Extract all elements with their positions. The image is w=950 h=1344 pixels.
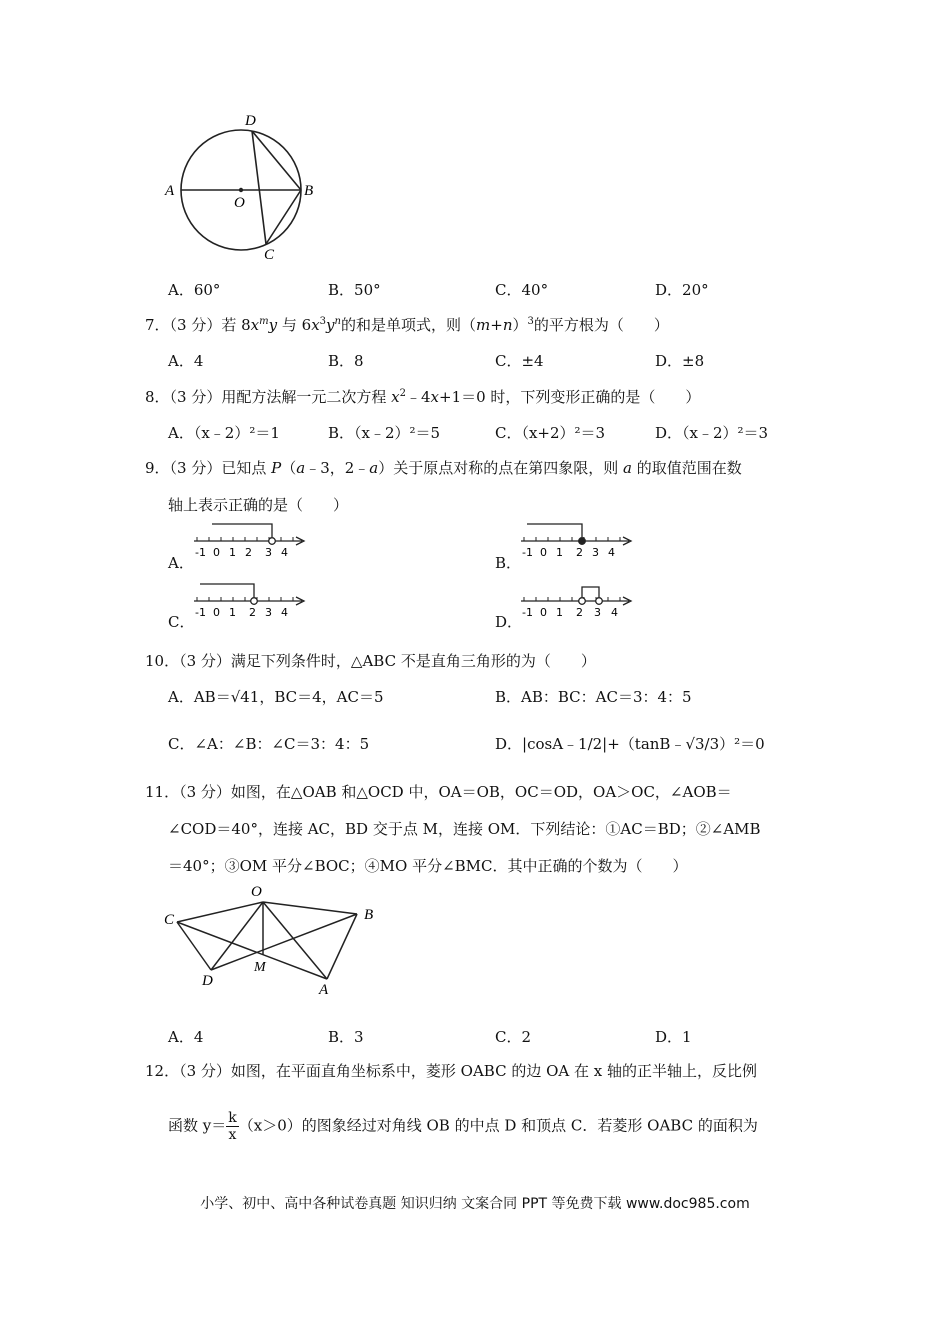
q11-option-d: D．1 [655, 1028, 692, 1046]
q12-line2-a: 函数 y＝ [168, 1116, 227, 1135]
tick-label: 4 [608, 546, 615, 559]
tick-label: 2 [576, 606, 583, 619]
tick-label: 3 [265, 546, 272, 559]
label-a: A [319, 982, 329, 998]
q7-text-b: 与 6 [281, 316, 312, 334]
q9-numberline-a [192, 520, 312, 562]
q7-option-c: C．±4 [495, 352, 544, 370]
tick-label: 3 [265, 606, 272, 619]
q8-stem: 8．（3 分）用配方法解一元二次方程 $x^2﹣4x+1=0$ 时，下列变形正确的是（ ） [145, 388, 701, 406]
q7-text-d: ） [512, 316, 528, 334]
q10-option-c: C．∠A：∠B：∠C＝3：4：5 [168, 735, 370, 753]
label-d: D [202, 973, 213, 989]
q7-text-e: 的平方根为（ ） [533, 316, 669, 334]
tick-label: -1 [522, 606, 533, 619]
label-c: C [164, 912, 175, 928]
q11-line1: 如图，在△OAB 和△OCD 中，OA＝OB，OC＝OD，OA＞OC，∠AOB＝ [230, 783, 732, 801]
q9-stem-line2: 轴上表示正确的是（ ） [168, 496, 349, 514]
tick-label: 3 [594, 606, 601, 619]
tick-label: 4 [281, 546, 288, 559]
q11-score: （3 分） [179, 783, 231, 801]
label-b: B [304, 183, 314, 199]
tick-label: 2 [249, 606, 256, 619]
q9-option-b-letter: B． [495, 554, 522, 572]
q9-number: 9． [145, 459, 170, 477]
q9-option-d-letter: D． [495, 613, 523, 631]
q7-text-c: 的和是单项式，则（ [340, 316, 476, 334]
tick-label: 0 [213, 546, 220, 559]
label-b: B [364, 907, 374, 923]
tick-label: -1 [522, 546, 533, 559]
tick-label: 4 [281, 606, 288, 619]
q8-option-b: B．（x﹣2）²＝5 [328, 424, 441, 442]
q9-numberline-d [519, 580, 639, 622]
q10-text: 满足下列条件时，△ABC 不是直角三角形的为（ ） [230, 652, 596, 670]
q6-circle-figure [160, 108, 330, 268]
q12-line2-b: （x＞0）的图象经过对角线 OB 的中点 D 和顶点 C．若菱形 OABC 的面积为 [238, 1116, 758, 1135]
q9-text-a: 已知点 [221, 459, 272, 477]
label-a: A [165, 183, 175, 199]
label-m: M [254, 960, 266, 975]
tick-label: 3 [592, 546, 599, 559]
q9-stem-line1: 9．（3 分）已知点 P（a﹣3，2﹣a）关于原点对称的点在第四象限，则 a 的取值范围在数 [145, 459, 742, 477]
q9-text-b: （ [281, 459, 297, 477]
chord-dc [252, 131, 266, 244]
q11-option-b: B．3 [328, 1028, 364, 1046]
tick-label: 0 [213, 606, 220, 619]
tick-label: 1 [556, 606, 563, 619]
q11-stem-line1 [145, 781, 732, 802]
q6-option-c: C．40° [495, 281, 549, 299]
q8-score: （3 分） [169, 388, 222, 406]
q12-score: （3 分） [179, 1062, 231, 1080]
q6-option-b: B．50° [328, 281, 381, 299]
page-footer: 小学、初中、高中各种试卷真题 知识归纳 文案合同 PPT 等免费下载 www.doc985.com [200, 1196, 750, 1212]
q7-option-b: B．8 [328, 352, 364, 370]
q9-score: （3 分） [169, 459, 222, 477]
tick-label: 1 [556, 546, 563, 559]
q8-option-d: D．（x﹣2）²＝3 [655, 424, 769, 442]
q7-text-a: 若 8 [221, 316, 251, 334]
q8-text-c: +1＝0 时，下列变形正确的是（ ） [439, 388, 701, 406]
chord-cb [266, 190, 301, 244]
q10-option-d: D．|cosA﹣1/2|+（tanB﹣√3/3）²＝0 [495, 735, 765, 753]
q8-option-a: A．（x﹣2）²＝1 [168, 424, 280, 442]
q9-numberline-b [519, 520, 639, 562]
q12-stem-line2 [168, 1110, 758, 1143]
q7-number: 7． [145, 316, 170, 334]
q9-option-a-letter: A． [168, 554, 194, 572]
label-d: D [245, 113, 256, 129]
q10-option-b: B．AB：BC：AC＝3：4：5 [495, 688, 692, 706]
q7-score: （3 分） [169, 316, 222, 334]
q11-option-a: A．4 [168, 1028, 204, 1046]
q11-number: 11． [145, 783, 180, 801]
k-over-x-fraction [226, 1110, 238, 1143]
label-c: C [264, 247, 275, 263]
q9-option-c-letter: C． [168, 613, 195, 631]
q11-stem-line3: ＝40°；③OM 平分∠BOC；④MO 平分∠BMC．其中正确的个数为（ ） [168, 857, 688, 875]
tick-label: -1 [195, 606, 206, 619]
q8-text-b: ﹣4 [405, 388, 431, 406]
q8-text-a: 用配方法解一元二次方程 [221, 388, 392, 406]
fraction-denominator: x [228, 1127, 237, 1143]
q11-triangles-figure [160, 878, 380, 998]
q9-text-c: ﹣3，2﹣ [305, 459, 370, 477]
fraction-numerator: k [228, 1110, 237, 1126]
q8-number: 8． [145, 388, 170, 406]
tick-label: 1 [229, 546, 236, 559]
q11-option-c: C．2 [495, 1028, 532, 1046]
q10-score: （3 分） [179, 652, 231, 670]
tick-label: 0 [540, 606, 547, 619]
q10-number: 10． [145, 652, 180, 670]
q10-option-a: A．AB＝√41，BC＝4，AC＝5 [168, 688, 384, 706]
tick-label: 4 [611, 606, 618, 619]
q7-stem: 7．（3 分）若 $8x^my$ 与 $6x^3y^n$的和是单项式，则$(m+n)^3$的平方根为（ ） [145, 316, 669, 334]
q7-option-d: D．±8 [655, 352, 705, 370]
q12-stem-line1 [145, 1060, 757, 1081]
q12-line1: 如图，在平面直角坐标系中，菱形 OABC 的边 OA 在 x 轴的正半轴上，反比例 [230, 1062, 758, 1080]
q6-option-d: D．20° [655, 281, 709, 299]
q9-text-e: 的取值范围在数 [631, 459, 742, 477]
tick-label: 2 [245, 546, 252, 559]
q7-option-a: A．4 [168, 352, 204, 370]
q9-text-d: ）关于原点对称的点在第四象限，则 [378, 459, 624, 477]
tick-label: -1 [195, 546, 206, 559]
tick-label: 0 [540, 546, 547, 559]
q11-stem-line2: ∠COD＝40°，连接 AC，BD 交于点 M，连接 OM．下列结论：①AC＝BD；②∠AMB [168, 820, 761, 838]
q12-number: 12． [145, 1062, 180, 1080]
q10-stem [145, 650, 596, 671]
q9-numberline-c [192, 580, 312, 622]
q6-option-a: A．60° [168, 281, 221, 299]
q8-option-c: C．（x+2）²＝3 [495, 424, 606, 442]
tick-label: 1 [229, 606, 236, 619]
label-o: O [251, 884, 262, 900]
center-dot [239, 188, 243, 192]
label-o: O [234, 195, 245, 211]
tick-label: 2 [576, 546, 583, 559]
